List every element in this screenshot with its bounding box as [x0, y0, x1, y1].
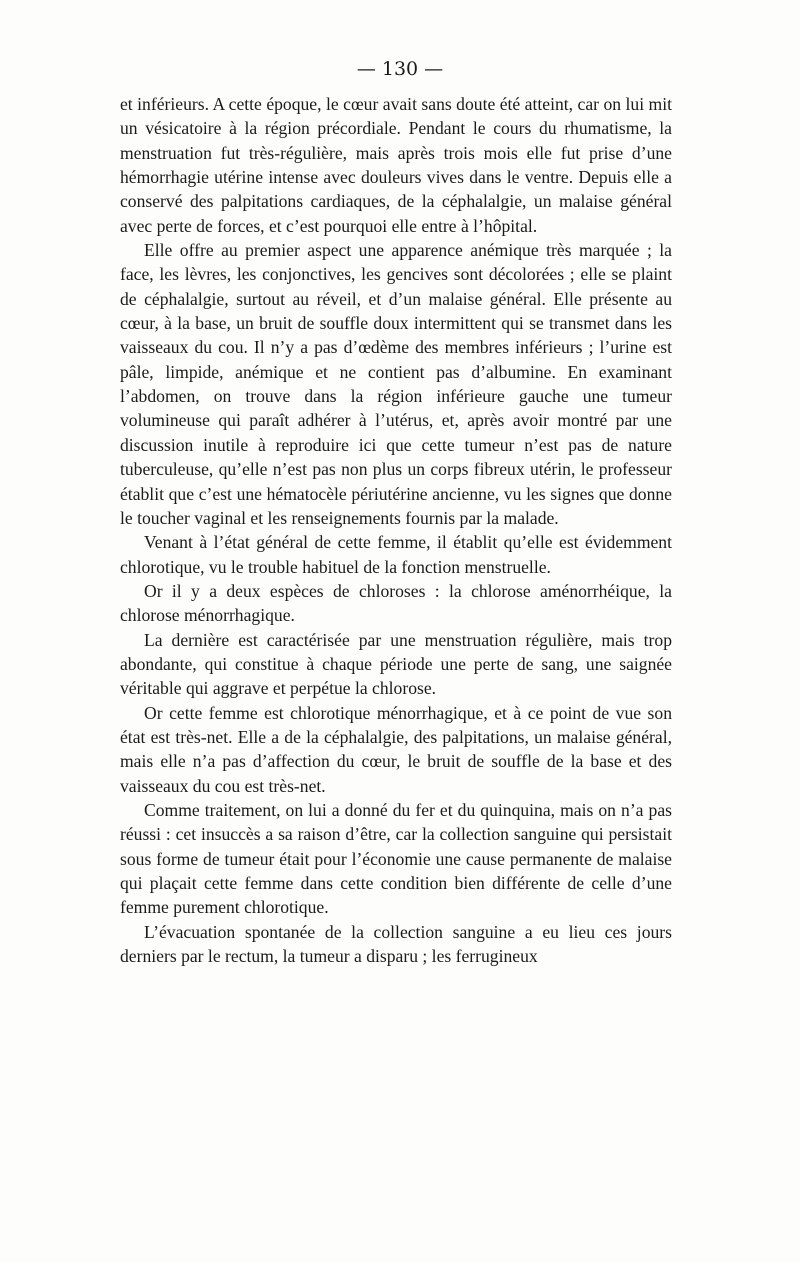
paragraph: Elle offre au premier aspect une apparence anémique très marquée ; la face, les lèvres, les conjonctives, les gencives sont décolorées ; elle se plaint de céphalalgie, surtout au réveil, et d’un malaise général. Elle présente au cœur, à la base, un bruit de souffle doux intermittent qui se transmet dans les vaisseaux du cou. Il n’y a pas d’œdème des membres inférieurs ; l’urine est pâle, limpide, anémique et ne contient pas d’albumine. En examinant l’abdomen, on trouve dans la région inférieure gauche une tumeur volumineuse qui paraît adhérer à l’utérus, et, après avoir montré par une discussion inutile à reproduire ici que cette tumeur n’est pas de nature tuberculeuse, qu’elle n’est pas non plus un corps fibreux utérin, le professeur établit que c’est une hématocèle périutérine ancienne, vu les signes que donne le toucher vaginal et les renseignements fournis par la malade.: [120, 240, 672, 528]
paragraph: L’évacuation spontanée de la collection sanguine a eu lieu ces jours derniers par le rectum, la tumeur a disparu ; les ferrugineux: [120, 921, 672, 967]
paragraph: Venant à l’état général de cette femme, il établit qu’elle est évidemment chlorotique, vu le trouble habituel de la fonction menstruelle.: [120, 532, 672, 577]
paragraph: et inférieurs. A cette époque, le cœur avait sans doute été atteint, car on lui mit un vésicatoire à la région précordiale. Pendant le cours du rhumatisme, la menstruation fut très-régulière, mais après trois mois elle fut prise d’une hémorrhagie utérine intense avec douleurs vives dans le ventre. Depuis elle a conservé des palpitations cardiaques, de la céphalalgie, un malaise général avec perte de forces, et c’est pourquoi elle entre à l’hôpital.: [120, 94, 672, 236]
paragraph: La dernière est caractérisée par une menstruation régulière, mais trop abondante, qui constitue à chaque période une perte de sang, une saignée véritable qui aggrave et perpétue la chlorose.: [120, 629, 672, 699]
paragraph: Comme traitement, on lui a donné du fer et du quinquina, mais on n’a pas réussi : cet insuccès a sa raison d’être, car la collection sanguine qui persistait sous forme de tumeur était pour l’économie une cause permanente de malaise qui plaçait cette femme dans cette condition bien différente de celle d’une femme purement chlorotique.: [120, 799, 672, 918]
body-text: [120, 92, 672, 968]
paragraph: Or cette femme est chlorotique ménorrhagique, et à ce point de vue son état est très-net. Elle a de la céphalalgie, des palpitations, un malaise général, mais elle n’a pas d’affection du cœur, le bruit de souffle de la base et des vaisseaux du cou est très-net.: [120, 702, 672, 796]
page-number: — 130 —: [356, 58, 444, 80]
paragraph: Or il y a deux espèces de chloroses : la chlorose aménorrhéique, la chlorose ménorrhagique.: [120, 580, 672, 626]
